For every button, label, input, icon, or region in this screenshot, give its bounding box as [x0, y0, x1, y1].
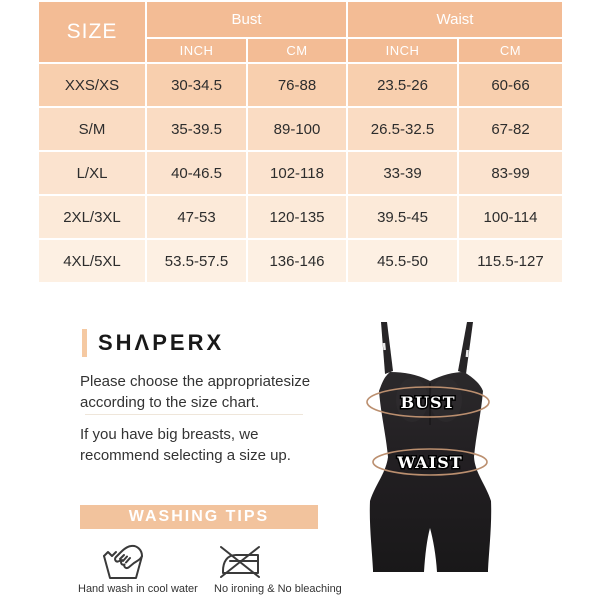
size-cell: 4XL/5XL — [38, 239, 146, 283]
bust-inch-cell: 47-53 — [146, 195, 247, 239]
bodysuit-figure — [340, 305, 520, 600]
waist-inch-cell: 39.5-45 — [347, 195, 458, 239]
note-divider — [85, 414, 303, 415]
bust-cm-cell: 136-146 — [247, 239, 347, 283]
bust-inch-cell: 53.5-57.5 — [146, 239, 247, 283]
no-iron-icon — [219, 543, 261, 581]
waist-inch-cell: 26.5-32.5 — [347, 107, 458, 151]
waist-label: WAIST — [397, 453, 463, 472]
column-header-waist: Waist — [347, 1, 563, 38]
waist-cm-cell: 67-82 — [458, 107, 563, 151]
column-header-bust: Bust — [146, 1, 347, 38]
hand-wash-label: Hand wash in cool water — [78, 583, 198, 595]
waist-inch-cell: 33-39 — [347, 151, 458, 195]
column-header-waist-inch: INCH — [347, 38, 458, 63]
brand-logo — [82, 328, 224, 358]
size-cell: L/XL — [38, 151, 146, 195]
bust-cm-cell: 120-135 — [247, 195, 347, 239]
waist-cm-cell: 60-66 — [458, 63, 563, 107]
bust-cm-cell: 102-118 — [247, 151, 347, 195]
waist-inch-cell: 23.5-26 — [347, 63, 458, 107]
waist-cm-cell: 115.5-127 — [458, 239, 563, 283]
column-header-bust-inch: INCH — [146, 38, 247, 63]
table-header-row-groups — [38, 1, 563, 38]
brand-accent-bar — [82, 329, 87, 357]
size-chart-table — [37, 0, 564, 284]
bust-cm-cell: 89-100 — [247, 107, 347, 151]
strap-right — [458, 322, 473, 374]
size-cell: 2XL/3XL — [38, 195, 146, 239]
waist-cm-cell: 83-99 — [458, 151, 563, 195]
column-header-bust-cm: CM — [247, 38, 347, 63]
note-choose-size: Please choose the appropriatesize according to the size chart. — [80, 373, 311, 411]
brand-name: SHΛPERX — [98, 330, 225, 355]
column-header-size: SIZE — [38, 1, 146, 63]
washing-tips-banner: WASHING TIPS — [80, 505, 318, 529]
waist-cm-cell: 100-114 — [458, 195, 563, 239]
no-iron-label: No ironing & No bleaching — [214, 583, 342, 595]
bust-inch-cell: 30-34.5 — [146, 63, 247, 107]
table-row — [38, 63, 563, 107]
hand-wash-icon — [101, 541, 145, 583]
table-row — [38, 107, 563, 151]
size-cell: S/M — [38, 107, 146, 151]
bust-cm-cell: 76-88 — [247, 63, 347, 107]
table-row — [38, 151, 563, 195]
note-size-up: If you have big breasts, we recommend selecting a size up. — [80, 426, 291, 464]
size-cell: XXS/XS — [38, 63, 146, 107]
column-header-waist-cm: CM — [458, 38, 563, 63]
table-row — [38, 239, 563, 283]
bust-label: BUST — [400, 393, 456, 412]
table-row — [38, 195, 563, 239]
bust-inch-cell: 40-46.5 — [146, 151, 247, 195]
waist-inch-cell: 45.5-50 — [347, 239, 458, 283]
bust-inch-cell: 35-39.5 — [146, 107, 247, 151]
strap-left — [381, 322, 393, 374]
